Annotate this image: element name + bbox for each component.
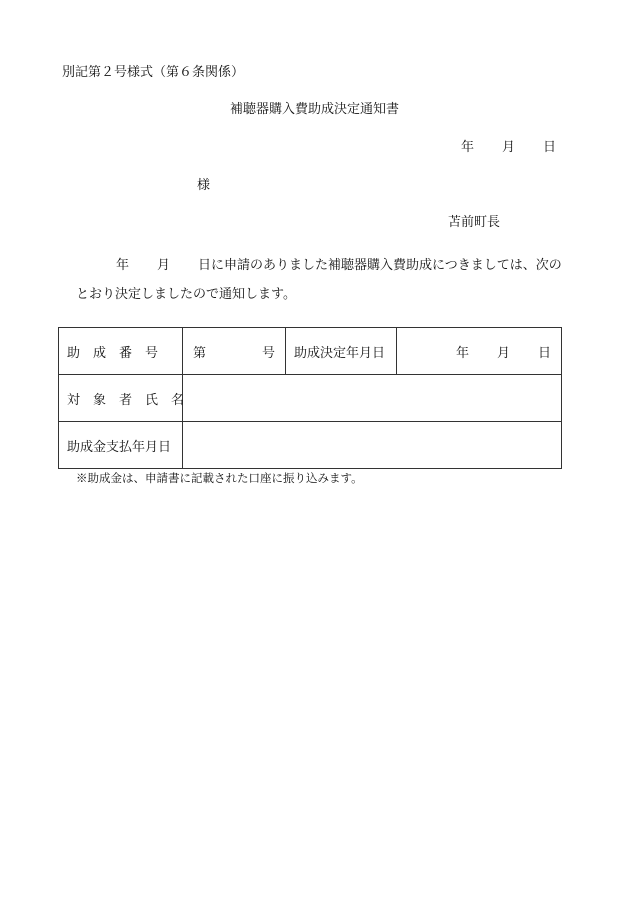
payment-date-field	[183, 422, 562, 469]
payment-note: ※助成金は、申請書に記載された口座に振り込みます。	[76, 471, 363, 485]
decision-date-label: 助成決定年月日	[286, 328, 397, 375]
recipient-name-field	[183, 375, 562, 422]
grant-number-suffix: 号	[261, 345, 275, 361]
body-month: 月	[157, 258, 171, 273]
decision-year: 年	[455, 345, 469, 361]
date-month: 月	[502, 140, 516, 155]
body-year: 年	[116, 258, 130, 273]
date-day: 日	[543, 140, 557, 155]
table-row	[59, 375, 562, 422]
decision-date-cell	[397, 328, 562, 375]
body-day-text: 日に申請のありました補聴器購入費助成につきましては、次の	[198, 258, 562, 273]
body-line-1	[116, 259, 562, 272]
decision-table	[58, 327, 562, 469]
form-number: 別記第２号様式（第６条関係）	[62, 65, 245, 80]
decision-day: 日	[537, 345, 551, 361]
recipient-name-label: 対 象 者 氏 名	[59, 375, 183, 422]
document-title: 補聴器購入費助成決定通知書	[230, 102, 400, 117]
body-line-2: とおり決定しましたので通知します。	[76, 287, 296, 302]
grant-number-prefix: 第	[193, 345, 207, 361]
issue-date	[461, 141, 556, 154]
decision-month: 月	[496, 345, 510, 361]
table-row	[59, 422, 562, 469]
grant-number-cell	[183, 328, 286, 375]
grant-number-label: 助 成 番 号	[59, 328, 183, 375]
payment-date-label: 助成金支払年月日	[59, 422, 183, 469]
table-row	[59, 328, 562, 375]
date-year: 年	[461, 140, 475, 155]
issuer-name: 苫前町長	[448, 215, 501, 230]
addressee-suffix: 様	[197, 178, 211, 193]
